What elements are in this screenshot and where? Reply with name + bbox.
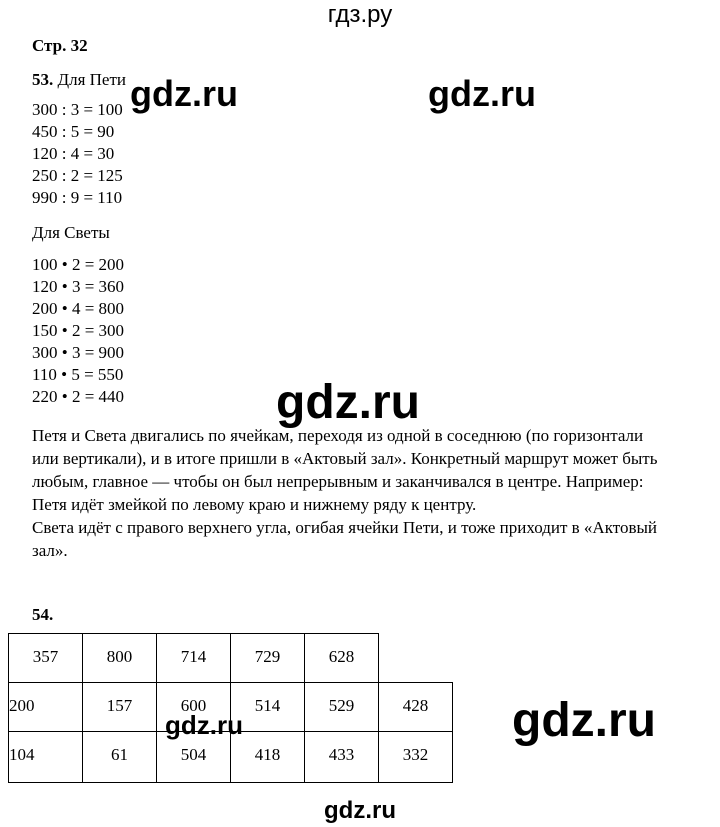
sveta-label: Для Светы: [32, 223, 110, 242]
table-cell: 104: [8, 731, 83, 783]
watermark: gdz.ru: [428, 73, 536, 114]
equation: 110 • 5 = 550: [32, 365, 124, 384]
watermark: gdz.ru: [130, 73, 238, 114]
watermark: gdz.ru: [276, 376, 420, 429]
task-53-number: 53.: [32, 70, 54, 89]
equation: 120 : 4 = 30: [32, 144, 115, 163]
site-logo-header: гдз.ру: [327, 1, 393, 28]
explanation-line: зал».: [32, 541, 68, 560]
table-cell: 428: [378, 682, 453, 732]
table-cell: 800: [82, 633, 157, 683]
explanation-line: Петя и Света двигались по ячейкам, переходя из одной в соседнюю (по горизонтали: [32, 426, 644, 445]
equation: 150 • 2 = 300: [32, 321, 125, 340]
watermark: gdz.ru: [512, 694, 656, 747]
table-cell: 504: [156, 731, 231, 783]
explanation-line: любым, главное — чтобы он был непрерывным и заканчивался в центре. Например:: [32, 472, 644, 491]
equation: 250 : 2 = 125: [32, 166, 123, 185]
table-cell: 332: [378, 731, 453, 783]
explanation-line: Света идёт с правого верхнего угла, огибая ячейки Пети, и тоже приходит в «Актовый: [32, 518, 657, 537]
explanation-line: или вертикали), и в итоге пришли в «Актовый зал». Конкретный маршрут может быть: [32, 449, 658, 468]
equation: 120 • 3 = 360: [32, 277, 125, 296]
table-cell: 714: [156, 633, 231, 683]
table-cell: 357: [8, 633, 83, 683]
table-cell: 61: [82, 731, 157, 783]
task-53-heading: [32, 69, 126, 91]
site-logo-footer: gdz.ru: [324, 797, 396, 824]
equation: 300 • 3 = 900: [32, 343, 125, 362]
petya-equation-list: [32, 99, 123, 209]
table-cell: 418: [230, 731, 305, 783]
table-cell: 729: [230, 633, 305, 683]
task-54-number: 54.: [32, 605, 54, 624]
table-cell: 529: [304, 682, 379, 732]
explanation-text: [32, 424, 712, 562]
equation: 200 • 4 = 800: [32, 299, 125, 318]
equation: 450 : 5 = 90: [32, 122, 115, 141]
task-53-title: Для Пети: [57, 70, 126, 89]
table-cell: 157: [82, 682, 157, 732]
equation: 220 • 2 = 440: [32, 387, 125, 406]
table-cell: 433: [304, 731, 379, 783]
watermark: gdz.ru: [165, 710, 243, 740]
page-reference: Стр. 32: [32, 36, 88, 55]
explanation-line: Петя идёт змейкой по левому краю и нижнему ряду к центру.: [32, 495, 477, 514]
equation: 300 : 3 = 100: [32, 100, 123, 119]
table-cell: 628: [304, 633, 379, 683]
table-cell: 514: [230, 682, 305, 732]
equation: 990 : 9 = 110: [32, 188, 123, 207]
table-cell: 200: [8, 682, 83, 732]
equation: 100 • 2 = 200: [32, 255, 125, 274]
sveta-equation-list: [32, 254, 124, 408]
table-cell: 600: [156, 682, 231, 732]
